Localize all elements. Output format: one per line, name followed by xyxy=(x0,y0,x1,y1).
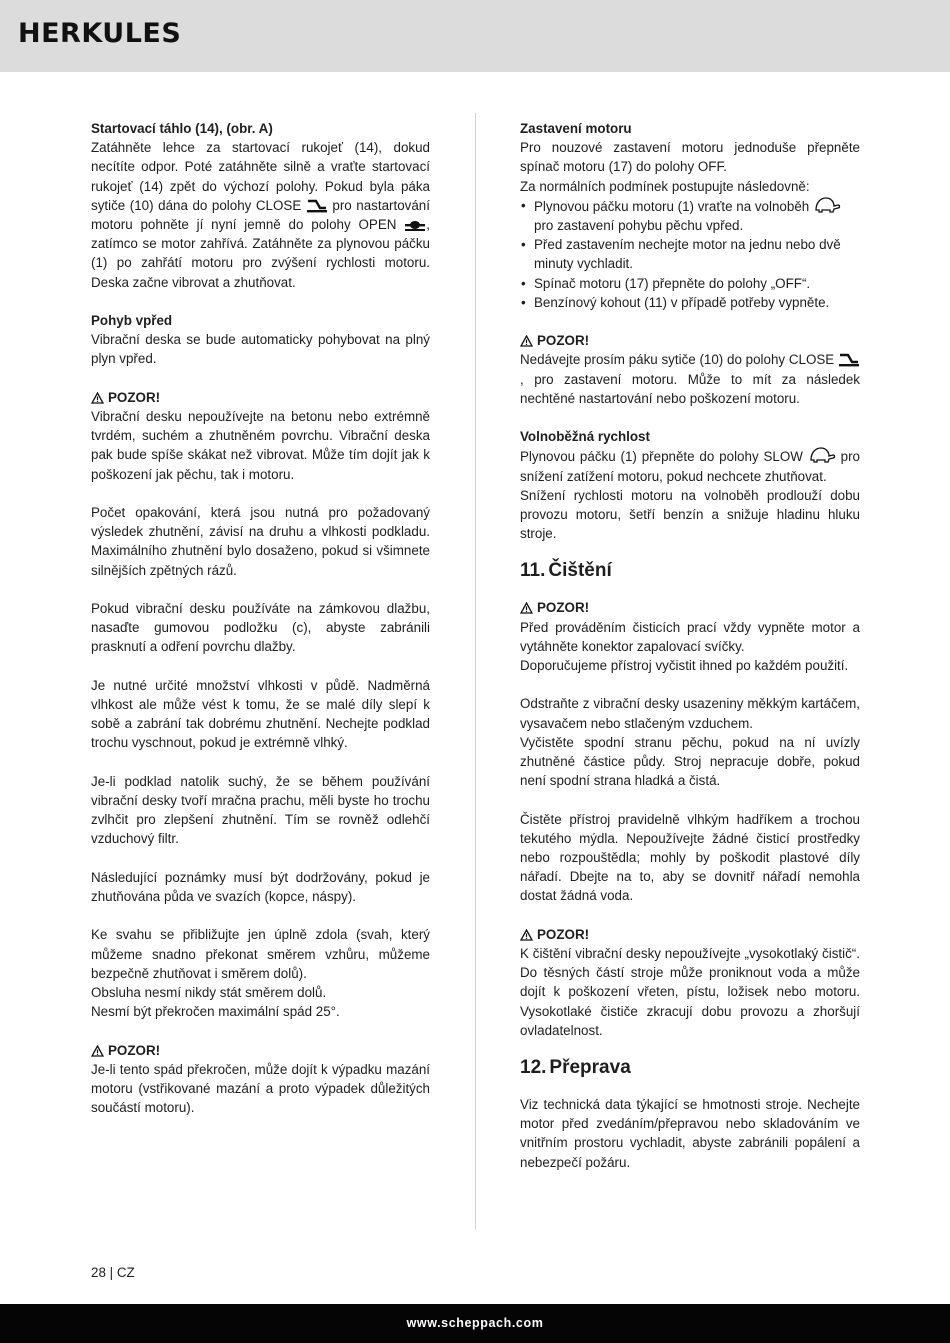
paragraph-slopes: Následující poznámky musí být dodržovány, pokud je zhutňována půda ve svazích (kopce, náspy). xyxy=(91,869,430,905)
startcord-text-1: Zatáhněte lehce za startovací rukojeť (14), dokud necítíte odpor. Poté zatáhněte silně a vraťte startovací rukojeť (14) zpět do výchozí polohy. Pokud byla páka sytiče (10) dána do polohy CLOSE xyxy=(91,140,430,213)
startcord-title: Startovací táhlo (14), (obr. A) xyxy=(91,121,273,136)
choke-close-icon xyxy=(306,199,328,213)
forward-section xyxy=(91,311,430,369)
stop-text-1: Pro nouzové zastavení motoru jednoduše přepněte spínač motoru (17) do polohy OFF. xyxy=(520,140,860,175)
warning-text: Je-li tento spád překročen, může dojít k výpadku mazání motoru (vstřikované mazání a proto výpadek důležitých součástí motoru). xyxy=(91,1061,430,1116)
paragraph-operator: Obsluha nesmí nikdy stát směrem dolů. xyxy=(91,985,327,1001)
list-item: • Spínač motoru (17) přepněte do polohy „OFF“. xyxy=(520,274,860,293)
warning-heading xyxy=(520,925,860,944)
warning-triangle-icon xyxy=(91,392,104,404)
paragraph-approach: Ke svahu se přibližujte jen úplně zdola (svah, který můžeme snadno překonat směrem vzhůru, můžeme bezpečně zhutňovat i směrem dolů). xyxy=(91,927,430,981)
warning-title: POZOR! xyxy=(537,600,590,616)
forward-title: Pohyb vpřed xyxy=(91,313,173,329)
warning-text-1: Nedávejte prosím páku sytiče (10) do polohy CLOSE xyxy=(520,352,835,368)
paragraph-clean-1 xyxy=(520,694,860,790)
page-footer xyxy=(0,1304,950,1343)
paragraph-moisture: Je nutné určité množství vlhkosti v půdě. Nadměrná vlhkost ale může vést k tomu, že se malé díly slepí k sobě a zabrání tak dobrému zhutnění. Nechejte podklad trochu vyschnout, pokud je extrémně vlhký. xyxy=(91,677,430,751)
turtle-icon xyxy=(813,196,841,214)
warning-block-3 xyxy=(520,331,860,408)
brand-logo: HERKULES xyxy=(18,18,182,49)
warning-title: POZOR! xyxy=(108,1042,161,1058)
list-item: • Benzínový kohout (11) v případě potřeby vypněte. xyxy=(520,293,860,312)
list-item xyxy=(520,196,860,235)
stop-text-2: Za normálních podmínek postupujte následovně: xyxy=(520,178,810,194)
section-title: Čištění xyxy=(548,560,612,582)
column-divider xyxy=(475,113,476,1230)
warning-text-1: Před prováděním čisticích prací vždy vypněte motor a vytáhněte konektor zapalovací svíčky. xyxy=(520,619,860,654)
left-column xyxy=(91,119,430,1117)
warning-triangle-icon xyxy=(91,1045,104,1057)
warning-heading xyxy=(91,388,430,407)
section-number: 11. xyxy=(520,560,546,582)
warning-block-4 xyxy=(520,598,860,675)
warning-block-2 xyxy=(91,1041,430,1118)
startcord-section xyxy=(91,119,430,292)
idle-title: Volnoběžná rychlost xyxy=(520,429,650,445)
footer-url: www.scheppach.com xyxy=(406,1316,544,1330)
paragraph-repeat: Počet opakování, která jsou nutná pro požadovaný výsledek zhutnění, závisí na druhu a vlhkosti podkladu. Maximálního zhutnění bylo dosaženo, pokud si všimnete silnějších zpětných rázů. xyxy=(91,505,430,578)
warning-triangle-icon xyxy=(520,335,533,347)
idle-text-2: pro snížení zatížení motoru, pokud nechcete zhutňovat. xyxy=(520,449,860,484)
turtle-icon xyxy=(808,446,836,464)
warning-title: POZOR! xyxy=(537,926,590,942)
page-header xyxy=(0,0,950,72)
stop-title: Zastavení motoru xyxy=(520,121,632,136)
warning-heading xyxy=(520,331,860,350)
page-number: 28 | CZ xyxy=(91,1265,135,1280)
paragraph-paving: Pokud vibrační desku používáte na zámkovou dlažbu, nasaďte gumovou podložku (c), abyste zabránili prasknutí a odření povrchu dlažby. xyxy=(91,601,430,655)
right-column xyxy=(520,119,860,1172)
list-item: • Před zastavením nechejte motor na jednu nebo dvě minuty vychladit. xyxy=(520,235,860,273)
idle-text-1: Plynovou páčku (1) přepněte do polohy SLOW xyxy=(520,449,803,465)
warning-block-1 xyxy=(91,388,430,484)
choke-close-icon xyxy=(838,353,860,367)
section-heading-cleaning xyxy=(520,559,860,583)
stop-list xyxy=(520,196,860,312)
startcord-text-2: pro nastartování motoru pohněte jí nyní jemně do polohy OPEN xyxy=(91,197,430,233)
paragraph-max-slope: Nesmí být překročen maximální spád 25°. xyxy=(91,1004,340,1020)
section-number: 12. xyxy=(520,1057,547,1079)
warning-text: K čištění vibrační desky nepoužívejte „vysokotlaký čistič“. Do těsných částí stroje může proniknout voda a může dojít k poškození vřeten, pístu, ložisek nebo motoru. Vysokotlaké čističe zkracují dobu provozu a zhoršují ovladatelnost. xyxy=(520,946,860,1038)
idle-text-3: Snížení rychlosti motoru na volnoběh prodlouží dobu provozu motoru, šetří benzín a snižuje hladinu hluku stroje. xyxy=(520,487,860,542)
startcord-text-3: , zatímco se motor zahřívá. Zatáhněte za plynovou páčku (1) po zahřátí motoru pro zvýšení rychlosti motoru. Deska začne vibrovat a zhutňovat. xyxy=(91,217,430,290)
list-item-text: Plynovou páčku motoru (1) vraťte na volnoběh xyxy=(534,198,810,214)
clean-text-2: Vyčistěte spodní stranu pěchu, pokud na ní uvízly zhutněné částice půdy. Stroj nepracuje dobře, pokud není spodní strana hladká a čistá. xyxy=(520,734,860,789)
warning-heading xyxy=(91,1041,430,1060)
choke-open-icon xyxy=(404,218,426,232)
paragraph-transport: Viz technická data týkající se hmotnosti stroje. Nechejte motor před zvedáním/přepravou nebo skladováním ve vnitřním prostoru vychladit, abyste zabránili popálení a nebezpečí požáru. xyxy=(520,1097,860,1170)
warning-triangle-icon xyxy=(520,929,533,941)
paragraph-dry: Je-li podklad natolik suchý, že se během používání vibrační desky tvoří mračna prachu, měli byste ho trochu zvlhčit pro zlepšení zhutnění. Tím se rovněž odlehčí vzduchový filtr. xyxy=(91,773,430,847)
paragraph-clean-3: Čistěte přístroj pravidelně vlhkým hadříkem a trochou tekutého mýdla. Nepoužívejte žádné čisticí prostředky nebo rozpouštědla; mohly by poškodit plastové díly nářadí. Dbejte na to, aby se dovnitř nářadí nemohla dostat žádná voda. xyxy=(520,811,860,904)
idle-section xyxy=(520,427,860,543)
forward-text: Vibrační deska se bude automaticky pohybovat na plný plyn vpřed. xyxy=(91,332,430,367)
warning-title: POZOR! xyxy=(537,333,590,349)
warning-triangle-icon xyxy=(520,602,533,614)
warning-text-2: , pro zastavení motoru. Může to mít za následek nechtěné nastartování nebo poškození motoru. xyxy=(520,371,860,406)
clean-text-1: Odstraňte z vibrační desky usazeniny měkkým kartáčem, vysavačem nebo stlačeným vzduchem. xyxy=(520,696,860,731)
section-title: Přeprava xyxy=(549,1057,631,1079)
section-heading-transport xyxy=(520,1056,860,1080)
warning-text: Vibrační desku nepoužívejte na betonu nebo extrémně tvrdém, suchém a zhutněném povrchu. Vibrační deska pak bude spíše skákat než vibrovat. Může tím dojít jak k poškození jak pěchu, tak i motoru. xyxy=(91,409,430,482)
warning-text-2: Doporučujeme přístroj vyčistit ihned po každém použití. xyxy=(520,658,849,674)
stop-section xyxy=(520,119,860,196)
warning-title: POZOR! xyxy=(108,389,161,405)
list-item-text: pro zastavení pohybu pěchu vpřed. xyxy=(534,218,744,234)
warning-block-5 xyxy=(520,925,860,1040)
warning-heading xyxy=(520,598,860,617)
